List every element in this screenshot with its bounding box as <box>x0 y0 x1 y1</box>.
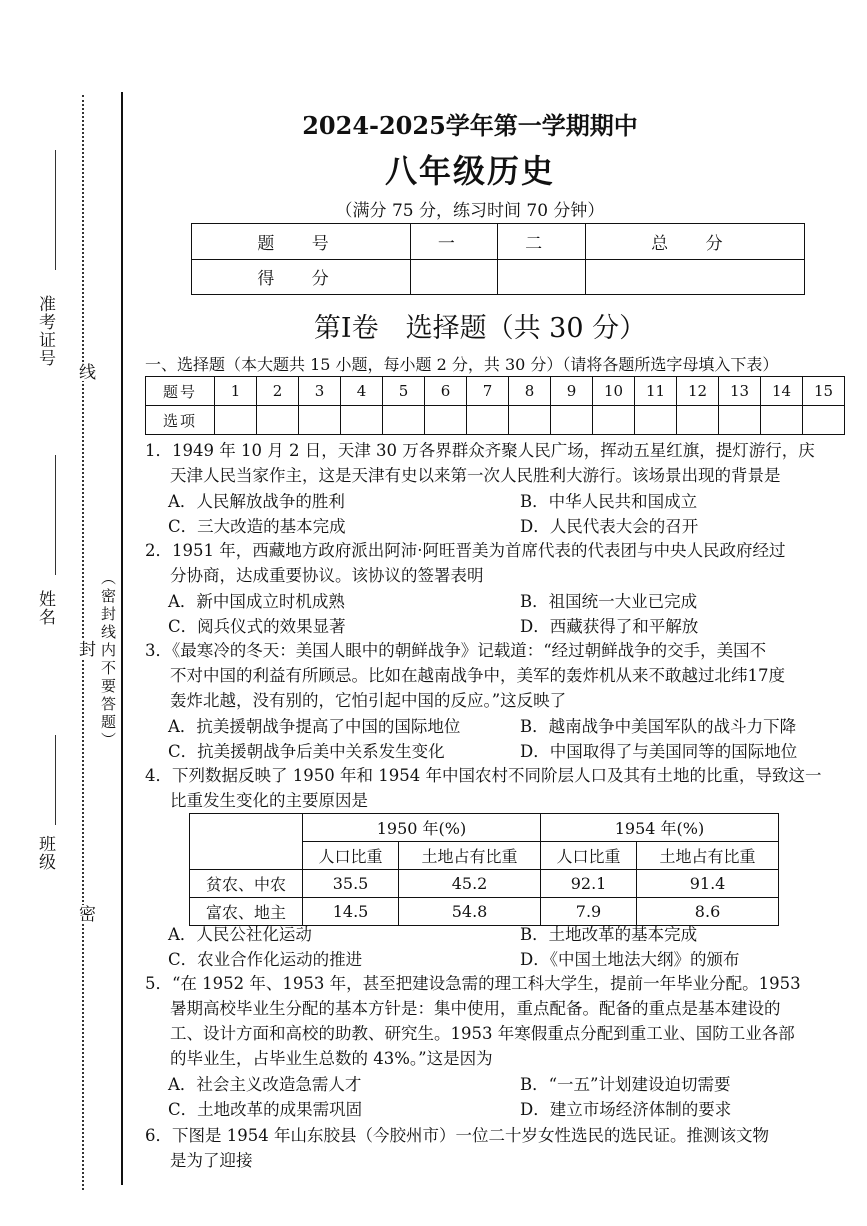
score-cell[interactable] <box>585 259 804 295</box>
subject-title: 八年级历史 <box>384 152 555 190</box>
answer-cell[interactable] <box>677 406 719 435</box>
answer-number: 5 <box>383 377 425 406</box>
table-cell: 91.4 <box>637 870 779 898</box>
answer-cell[interactable] <box>593 406 635 435</box>
option[interactable]: D．中国取得了与美国同等的国际地位 <box>520 742 798 761</box>
answer-number: 6 <box>425 377 467 406</box>
answer-cell[interactable] <box>635 406 677 435</box>
table-col-header: 土地占有比重 <box>637 842 779 870</box>
answer-number: 11 <box>635 377 677 406</box>
answer-number: 13 <box>719 377 761 406</box>
option[interactable]: B．中华人民共和国成立 <box>520 492 698 511</box>
question-line: 不对中国的利益有所顾忌。比如在越南战争中，美军的轰炸机从来不敢越过北纬17度 <box>170 666 785 685</box>
option[interactable]: A．新中国成立时机成熟 <box>168 592 345 611</box>
answer-cell[interactable] <box>719 406 761 435</box>
answer-cell[interactable] <box>425 406 467 435</box>
answer-cell[interactable] <box>299 406 341 435</box>
line-char: 线 <box>73 363 98 381</box>
table-cell: 54.8 <box>399 898 541 926</box>
table-cell: 8.6 <box>637 898 779 926</box>
table-row-label: 富农、地主 <box>190 898 303 926</box>
notice-text: （密封线内不要答题） <box>99 570 117 750</box>
question-line: 4．下列数据反映了 1950 年和 1954 年中国农村不同阶层人口及其有土地的比重，导致这一 <box>145 766 822 785</box>
answer-cell[interactable] <box>341 406 383 435</box>
option[interactable]: C．抗美援朝战争后美中关系发生变化 <box>168 742 445 761</box>
answer-cell[interactable] <box>509 406 551 435</box>
answer-number: 9 <box>551 377 593 406</box>
answer-number: 1 <box>215 377 257 406</box>
answer-number: 3 <box>299 377 341 406</box>
name-blank <box>55 455 56 575</box>
class-blank <box>55 735 56 825</box>
option[interactable]: B．土地改革的基本完成 <box>520 925 698 944</box>
term-title: 2024-2025学年第一学期期中 <box>302 111 638 140</box>
table-col-header: 土地占有比重 <box>399 842 541 870</box>
answer-number: 2 <box>257 377 299 406</box>
question-line: 是为了迎接 <box>170 1151 253 1170</box>
exam-info: （满分 75 分，练习时间 70 分钟） <box>335 201 605 221</box>
question-6 <box>145 1123 769 1173</box>
section-instruction: 一、选择题（本大题共 15 小题，每小题 2 分，共 30 分）（请将各题所选字母填入下表） <box>145 355 779 374</box>
question-line: 3．《最寒冷的冬天：美国人眼中的朝鲜战争》记载道：“经过朝鲜战争的交手，美国不 <box>145 641 767 660</box>
question-line: 分协商，达成重要协议。该协议的签署表明 <box>170 566 484 585</box>
answer-table <box>145 376 845 435</box>
answer-number: 15 <box>803 377 845 406</box>
question-line: 的毕业生，占毕业生总数的 43%。”这是因为 <box>170 1049 493 1068</box>
question-2 <box>145 538 785 588</box>
score-head-no: 题 号 <box>192 224 411 260</box>
option[interactable]: B．祖国统一大业已完成 <box>520 592 698 611</box>
option[interactable]: A．抗美援朝战争提高了中国的国际地位 <box>168 717 461 736</box>
name-label: 姓名 <box>35 590 55 626</box>
option[interactable]: D．建立市场经济体制的要求 <box>520 1100 732 1119</box>
answer-cell[interactable] <box>803 406 845 435</box>
seal-char: 封 <box>73 640 98 658</box>
table-corner <box>190 814 303 870</box>
score-cell[interactable] <box>411 259 498 295</box>
question-5 <box>145 971 801 1071</box>
option[interactable]: B．“一五”计划建设迫切需要 <box>520 1075 731 1094</box>
table-year-header: 1954 年(%) <box>540 814 778 842</box>
table-cell: 14.5 <box>303 898 399 926</box>
answer-cell[interactable] <box>761 406 803 435</box>
question-3 <box>145 638 785 713</box>
option[interactable]: A．人民解放战争的胜利 <box>168 492 345 511</box>
table-cell: 35.5 <box>303 870 399 898</box>
question-line: 2．1951 年，西藏地方政府派出阿沛·阿旺晋美为首席代表的代表团与中央人民政府经过 <box>145 541 786 560</box>
option[interactable]: C．三大改造的基本完成 <box>168 517 346 536</box>
option[interactable]: C．土地改革的成果需巩固 <box>168 1100 363 1119</box>
option[interactable]: D．西藏获得了和平解放 <box>520 617 699 636</box>
question-line: 天津人民当家作主，这是天津有史以来第一次人民胜利大游行。该场景出现的背景是 <box>170 466 781 485</box>
option[interactable]: A．社会主义改造急需人才 <box>168 1075 362 1094</box>
question-line: 暑期高校毕业生分配的基本方针是：集中使用，重点配备。配备的重点是基本建设的 <box>170 999 781 1018</box>
secret-char: 密 <box>73 905 98 923</box>
question-line: 5．“在 1952 年、1953 年，甚至把建设急需的理工科大学生，提前一年毕业分配。1953 <box>145 974 801 993</box>
answer-number: 8 <box>509 377 551 406</box>
answer-cell[interactable] <box>215 406 257 435</box>
answer-row-label: 选项 <box>146 406 215 435</box>
answer-number: 12 <box>677 377 719 406</box>
question-line: 比重发生变化的主要原因是 <box>170 791 368 810</box>
table-cell: 45.2 <box>399 870 541 898</box>
score-head-1: 一 <box>411 224 498 260</box>
section-title: 第Ⅰ卷 选择题（共 30 分） <box>313 313 647 344</box>
option[interactable]: A．人民公社化运动 <box>168 925 312 944</box>
table-col-header: 人口比重 <box>303 842 399 870</box>
answer-cell[interactable] <box>257 406 299 435</box>
answer-cell[interactable] <box>383 406 425 435</box>
answer-number: 4 <box>341 377 383 406</box>
score-cell[interactable] <box>498 259 585 295</box>
land-data-table <box>189 813 779 926</box>
class-label: 班级 <box>35 835 55 871</box>
option[interactable]: B．越南战争中美国军队的战斗力下降 <box>520 717 797 736</box>
question-line: 6．下图是 1954 年山东胶县（今胶州市）一位二十岁女性选民的选民证。推测该文物 <box>145 1126 769 1145</box>
option[interactable]: C．农业合作化运动的推进 <box>168 950 363 969</box>
question-line: 工、设计方面和高校的助教、研究生。1953 年寒假重点分配到重工业、国防工业各部 <box>170 1024 795 1043</box>
option[interactable]: C．阅兵仪式的效果显著 <box>168 617 346 636</box>
answer-number: 10 <box>593 377 635 406</box>
option[interactable]: D．人民代表大会的召开 <box>520 517 699 536</box>
score-row-label: 得 分 <box>192 259 411 295</box>
table-row-label: 贫农、中农 <box>190 870 303 898</box>
score-table <box>191 223 805 295</box>
table-cell: 92.1 <box>540 870 636 898</box>
question-1 <box>145 438 815 488</box>
table-cell: 7.9 <box>540 898 636 926</box>
score-head-2: 二 <box>498 224 585 260</box>
answer-row-label: 题号 <box>146 377 215 406</box>
answer-cell[interactable] <box>467 406 509 435</box>
margin-rule <box>121 92 123 1185</box>
answer-number: 7 <box>467 377 509 406</box>
question-4 <box>145 763 821 813</box>
answer-number: 14 <box>761 377 803 406</box>
table-year-header: 1950 年(%) <box>303 814 541 842</box>
question-line: 轰炸北越，没有别的，它怕引起中国的反应。”这反映了 <box>170 691 567 710</box>
option[interactable]: D．《中国土地法大纲》的颁布 <box>520 950 740 969</box>
exam-no-label: 准考证号 <box>35 295 55 367</box>
question-line: 1．1949 年 10 月 2 日，天津 30 万各界群众齐聚人民广场，挥动五星红旗，提灯游行，庆 <box>145 441 815 460</box>
score-head-total: 总 分 <box>585 224 804 260</box>
answer-cell[interactable] <box>551 406 593 435</box>
table-row <box>190 870 779 898</box>
table-col-header: 人口比重 <box>540 842 636 870</box>
exam-no-blank <box>55 150 56 270</box>
